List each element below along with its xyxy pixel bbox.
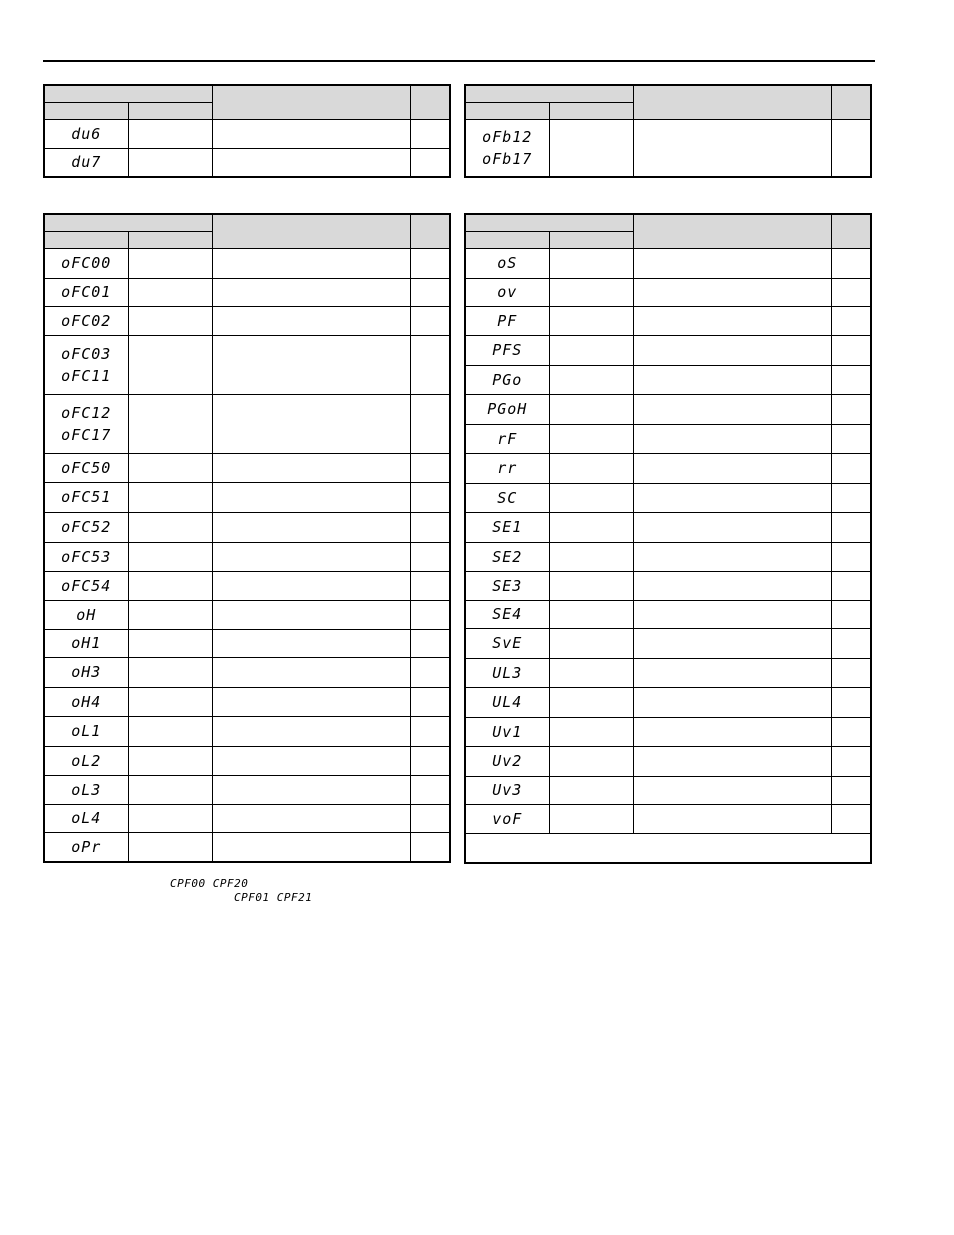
fault-code: PFS <box>492 341 523 359</box>
fault-code-cell <box>465 687 549 717</box>
name-cell <box>633 804 831 833</box>
page-cell <box>410 148 450 177</box>
fault-code-cell <box>465 512 549 542</box>
fault-code: oFC17 <box>61 425 112 444</box>
name-cell <box>212 832 410 862</box>
fault-code-cell <box>465 746 549 776</box>
page-cell <box>410 804 450 832</box>
fault-code-cell <box>44 746 128 775</box>
page-cell <box>831 717 871 746</box>
name-cell <box>633 512 831 542</box>
footnote-line-2: CPF01 CPF21 <box>234 891 313 904</box>
page-cell <box>410 716 450 746</box>
fault-table-main-right <box>464 213 872 864</box>
name-cell <box>633 119 831 177</box>
table-row <box>465 119 871 177</box>
fault-table-top-left <box>43 84 451 178</box>
page-cell <box>410 746 450 775</box>
led-cell <box>549 119 633 177</box>
header-led <box>128 231 212 248</box>
page-cell <box>410 248 450 278</box>
table-row <box>44 335 450 394</box>
table-row <box>44 278 450 306</box>
led-cell <box>128 775 212 804</box>
fault-code: du6 <box>71 124 102 143</box>
page-cell <box>410 571 450 600</box>
table-row <box>465 365 871 394</box>
header-fault-display <box>44 214 212 231</box>
fault-code-cell <box>44 512 128 542</box>
name-cell <box>633 687 831 717</box>
name-cell <box>212 306 410 335</box>
page-cell <box>831 571 871 600</box>
header-page <box>410 214 450 248</box>
fault-code: oFC12 <box>61 403 112 422</box>
led-cell <box>549 717 633 746</box>
page-cell <box>831 453 871 483</box>
name-cell <box>633 542 831 571</box>
header-page <box>831 214 871 248</box>
page-cell <box>831 512 871 542</box>
fault-code-cell <box>465 776 549 804</box>
fault-code: PGoH <box>487 400 528 418</box>
table-row <box>465 776 871 804</box>
fault-code: oH <box>76 605 97 624</box>
fault-code: oFC03 <box>61 344 112 363</box>
led-cell <box>549 512 633 542</box>
fault-code-cell <box>465 542 549 571</box>
led-cell <box>128 832 212 862</box>
header-led <box>549 102 633 119</box>
led-cell <box>128 746 212 775</box>
page-cell <box>410 542 450 571</box>
led-cell <box>128 119 212 148</box>
page-cell <box>410 629 450 657</box>
name-cell <box>633 335 831 365</box>
fault-code: SE1 <box>492 518 523 536</box>
page-cell <box>831 746 871 776</box>
fault-code-cell <box>465 278 549 306</box>
fault-code: UL4 <box>492 693 523 711</box>
table-row <box>465 658 871 687</box>
name-cell <box>212 716 410 746</box>
name-cell <box>212 394 410 453</box>
fault-code-cell <box>465 600 549 628</box>
name-cell <box>633 628 831 658</box>
name-cell <box>633 306 831 335</box>
fault-code-cell <box>44 804 128 832</box>
page-cell <box>410 119 450 148</box>
page-cell <box>831 483 871 512</box>
fault-code: oH3 <box>71 663 102 681</box>
page-cell <box>410 335 450 394</box>
page-cell <box>831 600 871 628</box>
page-cell <box>831 776 871 804</box>
page-cell <box>831 542 871 571</box>
page-cell <box>831 687 871 717</box>
led-cell <box>549 453 633 483</box>
fault-code: oFb12 <box>482 127 533 146</box>
fault-code-cell <box>44 335 128 394</box>
header-name <box>633 85 831 119</box>
fault-code-cell <box>44 657 128 687</box>
name-cell <box>633 424 831 453</box>
led-cell <box>549 628 633 658</box>
table-row <box>465 424 871 453</box>
table-row <box>465 394 871 424</box>
table-row <box>465 717 871 746</box>
led-cell <box>128 482 212 512</box>
header-digital-operator <box>44 102 128 119</box>
fault-code: rr <box>497 459 518 477</box>
top-rule <box>43 60 875 62</box>
header-led <box>128 102 212 119</box>
header-name <box>212 214 410 248</box>
led-cell <box>549 746 633 776</box>
name-cell <box>212 687 410 716</box>
name-cell <box>212 542 410 571</box>
page-cell <box>410 512 450 542</box>
name-cell <box>212 248 410 278</box>
name-cell <box>633 394 831 424</box>
table-row <box>465 306 871 335</box>
fault-code-cell <box>465 424 549 453</box>
page-cell <box>831 804 871 833</box>
name-cell <box>633 248 831 278</box>
fault-code: PF <box>497 311 518 330</box>
fault-code-cell <box>44 482 128 512</box>
table-row <box>465 278 871 306</box>
table-row <box>44 512 450 542</box>
fault-table-main-left <box>43 213 451 863</box>
fault-code-cell <box>44 278 128 306</box>
page-cell <box>410 687 450 716</box>
table-row <box>44 571 450 600</box>
name-cell <box>212 148 410 177</box>
table-row <box>44 629 450 657</box>
fault-code-cell <box>44 306 128 335</box>
name-cell <box>212 119 410 148</box>
fault-code: oFC02 <box>61 311 112 330</box>
page-cell <box>831 278 871 306</box>
fault-code-cell <box>44 119 128 148</box>
name-cell <box>212 453 410 482</box>
led-cell <box>549 687 633 717</box>
name-cell <box>212 775 410 804</box>
fault-code: PGo <box>492 370 523 389</box>
table-row <box>44 687 450 716</box>
page-cell <box>831 119 871 177</box>
page-cell <box>831 424 871 453</box>
table-row <box>44 832 450 862</box>
name-cell <box>633 600 831 628</box>
name-cell <box>633 746 831 776</box>
header-fault-display <box>44 85 212 102</box>
led-cell <box>549 571 633 600</box>
page-cell <box>410 657 450 687</box>
name-cell <box>633 365 831 394</box>
led-cell <box>549 483 633 512</box>
table-row <box>44 657 450 687</box>
led-cell <box>128 657 212 687</box>
table-row <box>465 542 871 571</box>
page-cell <box>831 365 871 394</box>
header-led <box>549 231 633 248</box>
table-row <box>44 306 450 335</box>
led-cell <box>128 335 212 394</box>
header-page <box>410 85 450 119</box>
fault-code: oFC51 <box>61 488 112 506</box>
table-row <box>465 248 871 278</box>
name-cell <box>633 658 831 687</box>
fault-code-cell <box>44 394 128 453</box>
name-cell <box>212 571 410 600</box>
fault-code-cell <box>465 248 549 278</box>
fault-code-cell <box>44 832 128 862</box>
fault-code-cell <box>44 716 128 746</box>
led-cell <box>549 394 633 424</box>
fault-code: Uv3 <box>492 781 523 799</box>
name-cell <box>212 804 410 832</box>
fault-table-top-right <box>464 84 872 178</box>
page-cell <box>410 832 450 862</box>
fault-code: SvE <box>492 634 523 652</box>
name-cell <box>212 512 410 542</box>
fault-code-cell <box>465 571 549 600</box>
led-cell <box>549 804 633 833</box>
header-fault-display <box>465 214 633 231</box>
header-digital-operator <box>44 231 128 248</box>
empty-cell <box>465 833 871 863</box>
table-row <box>44 248 450 278</box>
led-cell <box>128 804 212 832</box>
led-cell <box>128 571 212 600</box>
header-name <box>633 214 831 248</box>
page-cell <box>410 306 450 335</box>
fault-code-cell <box>465 804 549 833</box>
table-row <box>465 335 871 365</box>
led-cell <box>549 278 633 306</box>
page-cell <box>831 628 871 658</box>
fault-code: oFC54 <box>61 576 112 595</box>
fault-code: oPr <box>71 837 102 856</box>
table-row <box>44 119 450 148</box>
fault-code-cell <box>465 335 549 365</box>
table-row <box>44 148 450 177</box>
fault-code: oFC50 <box>61 458 112 477</box>
led-cell <box>128 600 212 629</box>
table-row <box>465 483 871 512</box>
page-cell <box>410 394 450 453</box>
table-row <box>465 628 871 658</box>
led-cell <box>549 542 633 571</box>
led-cell <box>549 365 633 394</box>
led-cell <box>549 306 633 335</box>
led-cell <box>128 306 212 335</box>
led-cell <box>549 248 633 278</box>
fault-code: SE3 <box>492 576 523 595</box>
fault-code: oFC53 <box>61 547 112 566</box>
table-row <box>44 453 450 482</box>
fault-code: oH4 <box>71 692 102 711</box>
table-row <box>465 571 871 600</box>
name-cell <box>212 482 410 512</box>
fault-code-cell <box>465 453 549 483</box>
table-row-empty <box>465 833 871 863</box>
led-cell <box>128 716 212 746</box>
name-cell <box>212 335 410 394</box>
fault-code-cell <box>44 542 128 571</box>
table-row <box>44 775 450 804</box>
led-cell <box>549 335 633 365</box>
fault-code: voF <box>492 809 523 828</box>
led-cell <box>128 629 212 657</box>
led-cell <box>128 512 212 542</box>
fault-code-cell <box>44 687 128 716</box>
table-row <box>465 746 871 776</box>
led-cell <box>549 776 633 804</box>
table-row <box>465 804 871 833</box>
led-cell <box>549 658 633 687</box>
table-row <box>465 600 871 628</box>
fault-code-cell <box>465 483 549 512</box>
page-cell <box>831 394 871 424</box>
table-row <box>44 542 450 571</box>
table-row <box>44 394 450 453</box>
fault-code-cell <box>44 571 128 600</box>
led-cell <box>128 542 212 571</box>
fault-code: rF <box>497 429 518 448</box>
fault-code: ov <box>497 283 518 301</box>
name-cell <box>633 483 831 512</box>
fault-code-cell <box>465 365 549 394</box>
fault-code-cell <box>465 306 549 335</box>
fault-code: oL3 <box>71 780 102 799</box>
fault-code-cell <box>465 394 549 424</box>
fault-code: oFC00 <box>61 254 112 272</box>
table-row <box>44 716 450 746</box>
table-row <box>465 453 871 483</box>
fault-code: oL2 <box>71 751 102 770</box>
led-cell <box>549 600 633 628</box>
fault-code: SE2 <box>492 547 523 566</box>
fault-code: oS <box>497 254 518 272</box>
fault-code: oFb17 <box>482 149 533 168</box>
page-cell <box>831 335 871 365</box>
led-cell <box>128 248 212 278</box>
fault-code: oFC11 <box>61 366 112 385</box>
led-cell <box>128 278 212 306</box>
name-cell <box>212 746 410 775</box>
page-cell <box>831 658 871 687</box>
name-cell <box>633 717 831 746</box>
fault-code-cell <box>465 658 549 687</box>
header-name <box>212 85 410 119</box>
header-digital-operator <box>465 102 549 119</box>
name-cell <box>633 453 831 483</box>
fault-code: du7 <box>71 153 102 172</box>
table-row <box>44 804 450 832</box>
fault-code: oL1 <box>71 722 102 740</box>
fault-code-cell <box>465 119 549 177</box>
table-row <box>44 482 450 512</box>
fault-code: Uv2 <box>492 752 523 770</box>
table-row <box>465 512 871 542</box>
footnote-line-1: CPF00 CPF20 <box>170 877 249 890</box>
fault-code: oFC52 <box>61 518 112 536</box>
name-cell <box>212 657 410 687</box>
page-cell <box>410 278 450 306</box>
led-cell <box>128 453 212 482</box>
fault-code-cell <box>44 248 128 278</box>
led-cell <box>128 394 212 453</box>
fault-code-cell <box>44 453 128 482</box>
fault-code: Uv1 <box>492 722 523 741</box>
fault-code: oH1 <box>71 634 102 652</box>
fault-code: UL3 <box>492 663 523 682</box>
page-cell <box>410 482 450 512</box>
fault-code-cell <box>44 600 128 629</box>
page-cell <box>410 775 450 804</box>
fault-code: oL4 <box>71 809 102 827</box>
name-cell <box>212 629 410 657</box>
fault-code-cell <box>44 629 128 657</box>
fault-code-cell <box>44 148 128 177</box>
name-cell <box>633 278 831 306</box>
header-fault-display <box>465 85 633 102</box>
led-cell <box>549 424 633 453</box>
fault-code-cell <box>465 628 549 658</box>
page-cell <box>831 248 871 278</box>
header-digital-operator <box>465 231 549 248</box>
table-row <box>44 600 450 629</box>
name-cell <box>212 278 410 306</box>
table-row <box>44 746 450 775</box>
led-cell <box>128 687 212 716</box>
fault-code-cell <box>44 775 128 804</box>
fault-code: SC <box>497 488 518 507</box>
page-cell <box>410 600 450 629</box>
fault-code: oFC01 <box>61 283 112 301</box>
header-page <box>831 85 871 119</box>
fault-code: SE4 <box>492 605 523 623</box>
name-cell <box>212 600 410 629</box>
page-cell <box>410 453 450 482</box>
table-row <box>465 687 871 717</box>
led-cell <box>128 148 212 177</box>
fault-code-cell <box>465 717 549 746</box>
name-cell <box>633 776 831 804</box>
name-cell <box>633 571 831 600</box>
page-cell <box>831 306 871 335</box>
